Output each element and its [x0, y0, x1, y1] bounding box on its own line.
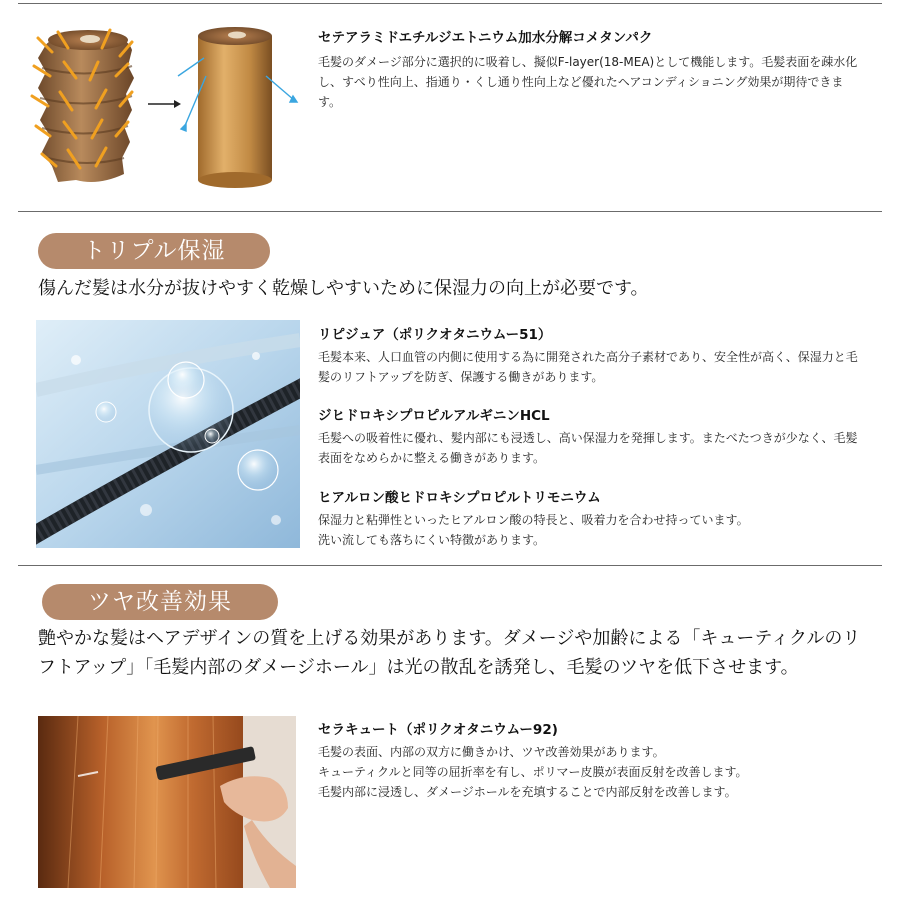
hair-illustration [28, 18, 300, 198]
ingredient-description-seracute-2: キューティクルと同等の屈折率を有し、ポリマー皮膜が表面反射を改善します。 [318, 765, 748, 779]
ingredient-title-hyaluronic: ヒアルロン酸ヒドロキシプロピルトリモニウム [318, 490, 601, 506]
section-heading-triple-moisture: トリプル保湿 [38, 233, 270, 269]
section-divider [18, 565, 882, 566]
top-divider [18, 3, 882, 4]
ingredient-description-seracute-1: 毛髪の表面、内部の双方に働きかけ、ツヤ改善効果があります。 [318, 745, 665, 759]
ingredient-description: 毛髪のダメージ部分に選択的に吸着し、擬似F-layer(18-MEA)として機能します。毛髪表面を疎水化し、すべり性向上、指通り・くし通り性向上など優れたヘアコンディショニング効果が期待できます。 [318, 55, 858, 109]
section-heading-gloss-improvement: ツヤ改善効果 [42, 584, 278, 620]
section-lead-text: 艶やかな髪はヘアデザインの質を上げる効果があります。ダメージや加齢による「キューティクルのリフトアップ」「毛髪内部のダメージホール」は光の散乱を誘発し、毛髪のツヤを低下させます。 [38, 628, 861, 678]
ingredient-description-hyaluronic-1: 保湿力と粘弾性といったヒアルロン酸の特長と、吸着力を合わせ持っています。 [318, 513, 749, 527]
damaged-hair-cylinder-icon [32, 30, 134, 182]
ingredient-title: セテアラミドエチルジエトニウム加水分解コメタンパク [318, 30, 653, 46]
right-arrow-icon [148, 100, 181, 108]
ingredient-description-lipidure: 毛髪本来、人口血管の内側に使用する為に開発された高分子素材であり、安全性が高く、保湿力と毛髪のリフトアップを防ぎ、保護する働きがあります。 [318, 350, 858, 384]
hair-with-water-bubbles-photo [36, 320, 300, 548]
ingredient-description-seracute-3: 毛髪内部に浸透し、ダメージホールを充填することで内部反射を改善します。 [318, 785, 737, 799]
section-divider [18, 211, 882, 212]
coated-hair-cylinder-icon [178, 27, 297, 188]
ingredient-title-lipidure: リピジュア（ポリクオタニウムー51） [318, 327, 552, 343]
ingredient-title-arginine: ジヒドロキシプロピルアルギニンHCL [318, 408, 550, 424]
ingredient-description-hyaluronic-2: 洗い流しても落ちにくい特徴があります。 [318, 533, 546, 547]
ingredient-description-arginine: 毛髪への吸着性に優れ、髪内部にも浸透し、高い保湿力を発揮します。またべたつきが少なく、毛髪表面をなめらかに整える働きがあります。 [318, 431, 858, 465]
section-lead-text: 傷んだ髪は水分が抜けやすく乾燥しやすいために保湿力の向上が必要です。 [38, 278, 649, 299]
ingredient-title-seracute: セラキュート（ポリクオタニウムー92) [318, 722, 558, 738]
shiny-hair-comb-photo [38, 716, 296, 888]
